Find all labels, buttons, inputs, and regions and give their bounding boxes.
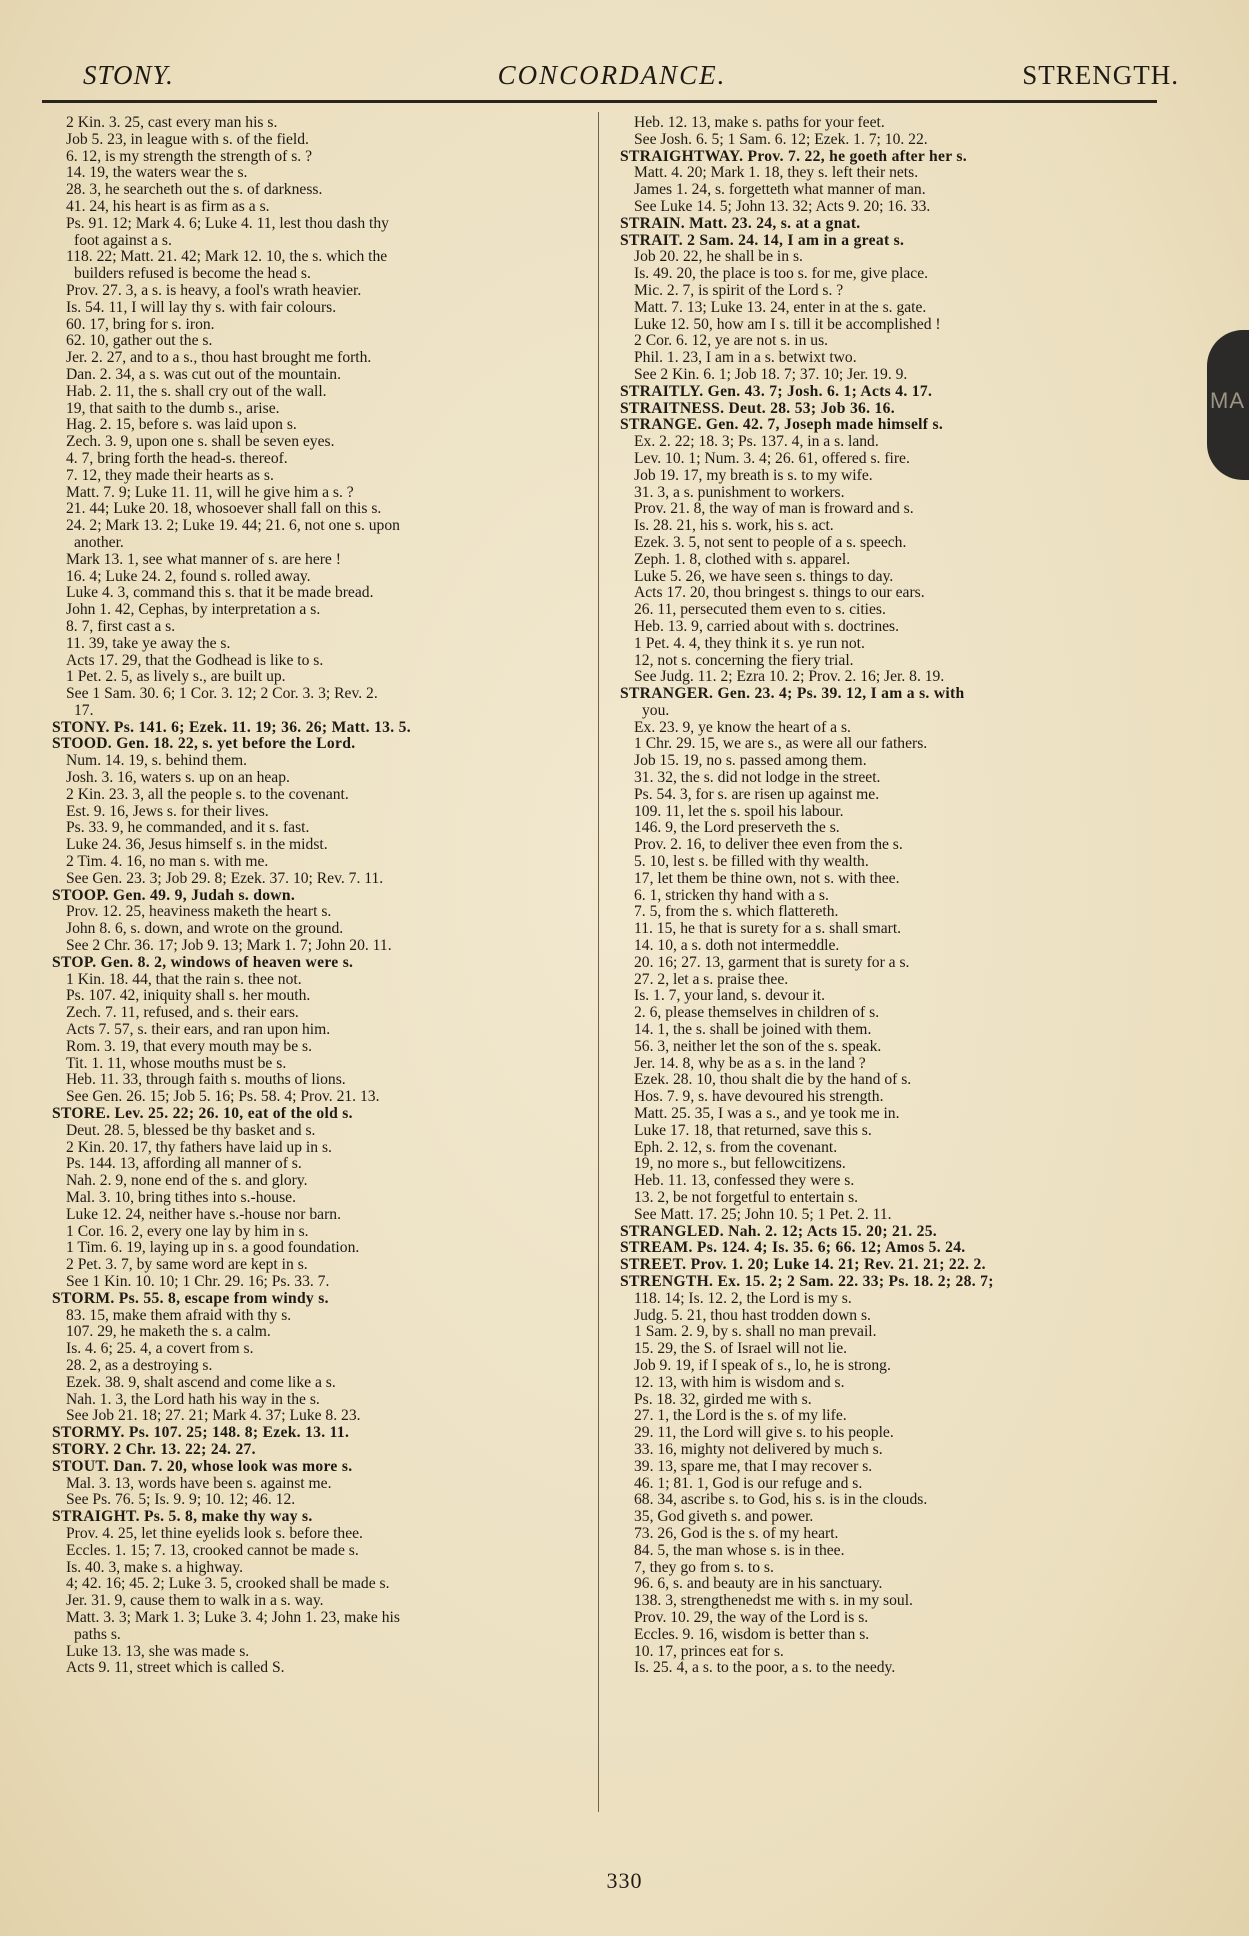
reference-line: 12. 13, with him is wisdom and s. <box>634 1374 845 1391</box>
reference-line: Mal. 3. 13, words have been s. against me. <box>66 1475 332 1492</box>
reference-line: Ex. 23. 9, ye know the heart of a s. <box>634 719 851 736</box>
thumb-index-label: MA <box>1210 388 1245 413</box>
reference-line: 1 Chr. 29. 15, we are s., as were all our fathers. <box>634 736 928 753</box>
reference-line: Nah. 2. 9, none end of the s. and glory. <box>66 1173 308 1190</box>
reference-line: 14. 19, the waters wear the s. <box>66 165 248 182</box>
reference-line: Eph. 2. 12, s. from the covenant. <box>634 1139 838 1156</box>
reference-line: See 1 Kin. 10. 10; 1 Chr. 29. 16; Ps. 33. 7. <box>66 1273 330 1290</box>
reference-line: Ps. 33. 9, he commanded, and it s. fast. <box>66 820 310 837</box>
reference-line: Is. 49. 20, the place is too s. for me, give place. <box>634 266 929 283</box>
reference-line: Luke 12. 24, neither have s.-house nor barn. <box>66 1206 341 1223</box>
reference-line: 21. 44; Luke 20. 18, whosoever shall fall on this s. <box>66 501 382 518</box>
reference-line: Zech. 7. 11, refused, and s. their ears. <box>66 1005 299 1022</box>
headword-entry: STORMY. Ps. 107. 25; 148. 8; Ezek. 13. 11. <box>52 1425 350 1442</box>
reference-line: See Josh. 6. 5; 1 Sam. 6. 12; Ezek. 1. 7; 10. 22. <box>634 131 928 148</box>
headword-entry: STOOD. Gen. 18. 22, s. yet before the Lord. <box>52 736 356 753</box>
reference-line: 60. 17, bring for s. iron. <box>66 316 215 333</box>
reference-line: 17, let them be thine own, not s. with thee. <box>634 870 900 887</box>
reference-line: 39. 13, spare me, that I may recover s. <box>634 1458 873 1475</box>
reference-line: 73. 26, God is the s. of my heart. <box>634 1525 839 1542</box>
reference-line: Prov. 2. 16, to deliver thee even from the s. <box>634 837 903 854</box>
reference-line: 24. 2; Mark 13. 2; Luke 19. 44; 21. 6, not one s. upon <box>66 518 400 535</box>
reference-line: Tit. 1. 11, whose mouths must be s. <box>66 1055 287 1072</box>
reference-line: Is. 4. 6; 25. 4, a covert from s. <box>66 1341 254 1358</box>
headword-entry: STORY. 2 Chr. 13. 22; 24. 27. <box>52 1441 256 1458</box>
reference-line: 15. 29, the S. of Israel will not lie. <box>634 1341 848 1358</box>
reference-line: Zeph. 1. 8, clothed with s. apparel. <box>634 551 851 568</box>
reference-line: Ps. 107. 42, iniquity shall s. her mouth. <box>66 988 311 1005</box>
reference-line: Acts 7. 57, s. their ears, and ran upon him. <box>66 1022 331 1039</box>
reference-line: Ps. 54. 3, for s. are risen up against me. <box>634 786 880 803</box>
reference-line: Mark 13. 1, see what manner of s. are here ! <box>66 551 341 568</box>
reference-line: 31. 32, the s. did not lodge in the street. <box>634 770 881 787</box>
reference-line: Is. 25. 4, a s. to the poor, a s. to the needy. <box>634 1660 896 1677</box>
reference-line: 35, God giveth s. and power. <box>634 1509 814 1526</box>
reference-line: Matt. 3. 3; Mark 1. 3; Luke 3. 4; John 1. 23, make his <box>66 1609 400 1626</box>
reference-line: 2 Cor. 6. 12, ye are not s. in us. <box>634 333 829 350</box>
reference-line: 27. 2, let a s. praise thee. <box>634 971 789 988</box>
reference-line: Heb. 13. 9, carried about with s. doctrines. <box>634 618 900 635</box>
headword-entry: STOOP. Gen. 49. 9, Judah s. down. <box>52 887 296 904</box>
headword-entry: STRAIT. 2 Sam. 24. 14, I am in a great s. <box>620 232 905 249</box>
reference-line: Prov. 4. 25, let thine eyelids look s. before thee. <box>66 1525 363 1542</box>
reference-line: Hag. 2. 15, before s. was laid upon s. <box>66 417 297 434</box>
reference-line: you. <box>642 702 670 719</box>
reference-line: 2 Kin. 23. 3, all the people s. to the covenant. <box>66 786 349 803</box>
reference-line: 10. 17, princes eat for s. <box>634 1643 784 1660</box>
headword-entry: STOP. Gen. 8. 2, windows of heaven were s. <box>52 954 354 971</box>
reference-line: 7. 12, they made their hearts as s. <box>66 467 274 484</box>
reference-line: 12, not s. concerning the fiery trial. <box>634 652 854 669</box>
reference-line: 138. 3, strengthenedst me with s. in my soul. <box>634 1593 913 1610</box>
headword-entry: STRANGER. Gen. 23. 4; Ps. 39. 12, I am a s. with <box>620 686 965 703</box>
reference-line: Matt. 7. 13; Luke 13. 24, enter in at the s. gate. <box>634 299 927 316</box>
reference-line: 2 Pet. 3. 7, by same word are kept in s. <box>66 1257 308 1274</box>
reference-line: 33. 16, mighty not delivered by much s. <box>634 1441 883 1458</box>
reference-line: Ezek. 38. 9, shalt ascend and come like a s. <box>66 1374 336 1391</box>
headword-entry: STRANGLED. Nah. 2. 12; Acts 15. 20; 21. 25. <box>620 1223 937 1240</box>
reference-line: Heb. 11. 13, confessed they were s. <box>634 1173 855 1190</box>
reference-line: 118. 14; Is. 12. 2, the Lord is my s. <box>634 1290 852 1307</box>
reference-line: 84. 5, the man whose s. is in thee. <box>634 1542 845 1559</box>
reference-line: John 1. 42, Cephas, by interpretation a s. <box>66 602 321 619</box>
reference-line: 7, they go from s. to s. <box>634 1559 774 1576</box>
reference-line: builders refused is become the head s. <box>74 266 311 283</box>
reference-line: Is. 1. 7, your land, s. devour it. <box>634 988 826 1005</box>
reference-line: John 8. 6, s. down, and wrote on the ground. <box>66 921 344 938</box>
reference-line: Josh. 3. 16, waters s. up on an heap. <box>66 770 290 787</box>
headword-entry: STONY. Ps. 141. 6; Ezek. 11. 19; 36. 26; Matt. 13. 5. <box>52 719 411 736</box>
reference-line: Hos. 7. 9, s. have devoured his strength. <box>634 1089 884 1106</box>
reference-line: 26. 11, persecuted them even to s. cities. <box>634 602 886 619</box>
reference-line: 2 Kin. 3. 25, cast every man his s. <box>66 115 278 131</box>
reference-line: 68. 34, ascribe s. to God, his s. is in the clouds. <box>634 1492 928 1509</box>
reference-line: See Luke 14. 5; John 13. 32; Acts 9. 20; 16. 33. <box>634 198 931 215</box>
reference-line: 1 Kin. 18. 44, that the rain s. thee not. <box>66 971 302 988</box>
reference-line: Dan. 2. 34, a s. was cut out of the mountain. <box>66 366 342 383</box>
reference-line: Est. 9. 16, Jews s. for their lives. <box>66 803 269 820</box>
reference-line: 4; 42. 16; 45. 2; Luke 3. 5, crooked shall be made s. <box>66 1576 390 1593</box>
reference-line: Prov. 12. 25, heaviness maketh the heart s. <box>66 904 332 921</box>
page-header <box>45 58 1179 98</box>
reference-line: 17. <box>74 702 94 719</box>
reference-line: 16. 4; Luke 24. 2, found s. rolled away. <box>66 568 311 585</box>
reference-line: Ezek. 3. 5, not sent to people of a s. speech. <box>634 534 907 551</box>
reference-line: Jer. 14. 8, why be as a s. in the land ? <box>634 1055 866 1072</box>
reference-line: 13. 2, be not forgetful to entertain s. <box>634 1190 859 1206</box>
reference-line: 6. 12, is my strength the strength of s. ? <box>66 148 313 165</box>
reference-line: Luke 24. 36, Jesus himself s. in the midst. <box>66 837 328 854</box>
headword-entry: STOUT. Dan. 7. 20, whose look was more s. <box>52 1458 353 1475</box>
reference-line: Acts 17. 20, thou bringest s. things to our ears. <box>634 585 925 602</box>
reference-line: 27. 1, the Lord is the s. of my life. <box>634 1408 847 1425</box>
reference-line: Lev. 10. 1; Num. 3. 4; 26. 61, offered s. fire. <box>634 450 910 467</box>
reference-line: Num. 14. 19, s. behind them. <box>66 753 248 770</box>
reference-line: Is. 40. 3, make s. a highway. <box>66 1559 243 1576</box>
page-number: 330 <box>606 1868 643 1893</box>
reference-line: 118. 22; Matt. 21. 42; Mark 12. 10, the s. which the <box>66 249 388 266</box>
reference-line: Ps. 144. 13, affording all manner of s. <box>66 1156 302 1173</box>
reference-line: 56. 3, neither let the son of the s. speak. <box>634 1038 882 1055</box>
reference-line: 6. 1, stricken thy hand with a s. <box>634 887 829 904</box>
reference-line: 109. 11, let the s. spoil his labour. <box>634 803 844 820</box>
headword-entry: STRAITNESS. Deut. 28. 53; Job 36. 16. <box>620 400 895 417</box>
reference-line: 2. 6, please themselves in children of s. <box>634 1005 880 1022</box>
reference-line: 2 Tim. 4. 16, no man s. with me. <box>66 854 269 871</box>
header-rule <box>42 100 1157 103</box>
reference-line: James 1. 24, s. forgetteth what manner of man. <box>634 182 926 199</box>
reference-line: Prov. 27. 3, a s. is heavy, a fool's wrath heavier. <box>66 282 362 299</box>
reference-line: Ps. 91. 12; Mark 4. 6; Luke 4. 11, lest thou dash thy <box>66 215 389 232</box>
reference-line: Deut. 28. 5, blessed be thy basket and s. <box>66 1122 316 1139</box>
reference-line: Ps. 18. 32, girded me with s. <box>634 1391 812 1408</box>
reference-line: Ex. 2. 22; 18. 3; Ps. 137. 4, in a s. land. <box>634 434 879 451</box>
reference-line: 83. 15, make them afraid with thy s. <box>66 1307 292 1324</box>
reference-line: Rom. 3. 19, that every mouth may be s. <box>66 1038 312 1055</box>
reference-line: 1 Cor. 16. 2, every one lay by him in s. <box>66 1223 309 1240</box>
reference-line: 1 Pet. 2. 5, as lively s., are built up. <box>66 669 286 686</box>
reference-line: 11. 39, take ye away the s. <box>66 635 231 652</box>
headword-entry: STRAITLY. Gen. 43. 7; Josh. 6. 1; Acts 4. 17. <box>620 383 933 400</box>
reference-line: Luke 4. 3, command this s. that it be made bread. <box>66 585 374 602</box>
right-column <box>620 115 1158 1677</box>
header-title: CONCORDANCE. <box>497 60 727 90</box>
reference-line: Heb. 12. 13, make s. paths for your feet. <box>634 115 885 131</box>
reference-line: 14. 1, the s. shall be joined with them. <box>634 1022 872 1039</box>
reference-line: 29. 11, the Lord will give s. to his people. <box>634 1425 894 1442</box>
reference-line: 62. 10, gather out the s. <box>66 333 213 350</box>
reference-line: 46. 1; 81. 1, God is our refuge and s. <box>634 1475 863 1492</box>
reference-line: Nah. 1. 3, the Lord hath his way in the s. <box>66 1391 320 1408</box>
headword-entry: STREET. Prov. 1. 20; Luke 14. 21; Rev. 21. 21; 22. 2. <box>620 1257 986 1274</box>
reference-line: 146. 9, the Lord preserveth the s. <box>634 820 840 837</box>
reference-line: Mic. 2. 7, is spirit of the Lord s. ? <box>634 282 844 299</box>
reference-line: Judg. 5. 21, thou hast trodden down s. <box>634 1307 871 1324</box>
reference-line: 14. 10, a s. doth not intermeddle. <box>634 938 840 955</box>
reference-line: 96. 6, s. and beauty are in his sanctuary. <box>634 1576 883 1593</box>
reference-line: 28. 2, as a destroying s. <box>66 1357 213 1374</box>
reference-line: Eccles. 1. 15; 7. 13, crooked cannot be made s. <box>66 1542 359 1559</box>
headword-entry: STORE. Lev. 25. 22; 26. 10, eat of the old s. <box>52 1106 353 1123</box>
reference-line: Acts 17. 29, that the Godhead is like to s. <box>66 652 324 669</box>
reference-line: Job 20. 22, he shall be in s. <box>634 249 803 266</box>
reference-line: See Judg. 11. 2; Ezra 10. 2; Prov. 2. 16; Jer. 8. 19. <box>634 669 945 686</box>
reference-line: 20. 16; 27. 13, garment that is surety for a s. <box>634 954 910 971</box>
reference-line: 1 Sam. 2. 9, by s. shall no man prevail. <box>634 1324 877 1341</box>
reference-line: 5. 10, lest s. be filled with thy wealth. <box>634 854 869 871</box>
reference-line: paths s. <box>74 1626 121 1643</box>
reference-line: Job 15. 19, no s. passed among them. <box>634 753 867 770</box>
reference-line: See Gen. 26. 15; Job 5. 16; Ps. 58. 4; Prov. 21. 13. <box>66 1089 380 1106</box>
reference-line: foot against a s. <box>74 232 172 249</box>
reference-line: 19, no more s., but fellowcitizens. <box>634 1156 846 1173</box>
reference-line: another. <box>74 534 124 551</box>
reference-line: Job 5. 23, in league with s. of the field. <box>66 131 309 148</box>
left-column <box>52 115 580 1677</box>
reference-line: Phil. 1. 23, I am in a s. betwixt two. <box>634 350 857 367</box>
header-first-word: STONY. <box>83 60 174 90</box>
reference-line: Job 19. 17, my breath is s. to my wife. <box>634 467 873 484</box>
reference-line: 1 Tim. 6. 19, laying up in s. a good foundation. <box>66 1240 360 1257</box>
reference-line: See 2 Chr. 36. 17; Job 9. 13; Mark 1. 7; John 20. 11. <box>66 938 392 955</box>
reference-line: Is. 54. 11, I will lay thy s. with fair colours. <box>66 299 337 316</box>
reference-line: Ezek. 28. 10, thou shalt die by the hand of s. <box>634 1072 912 1089</box>
reference-line: 28. 3, he searcheth out the s. of darkness. <box>66 182 323 199</box>
column-divider <box>598 112 599 1812</box>
headword-entry: STRAIGHTWAY. Prov. 7. 22, he goeth after her s. <box>620 148 967 165</box>
reference-line: Prov. 10. 29, the way of the Lord is s. <box>634 1609 869 1626</box>
reference-line: Matt. 7. 9; Luke 11. 11, will he give him a s. ? <box>66 484 354 501</box>
reference-line: Eccles. 9. 16, wisdom is better than s. <box>634 1626 870 1643</box>
reference-line: Job 9. 19, if I speak of s., lo, he is strong. <box>634 1357 891 1374</box>
headword-entry: STRAIGHT. Ps. 5. 8, make thy way s. <box>52 1509 313 1526</box>
reference-line: Jer. 2. 27, and to a s., thou hast brought me forth. <box>66 350 372 367</box>
reference-line: Prov. 21. 8, the way of man is froward and s. <box>634 501 914 518</box>
reference-line: Is. 28. 21, his s. work, his s. act. <box>634 518 834 535</box>
reference-line: Acts 9. 11, street which is called S. <box>66 1660 285 1677</box>
headword-entry: STRANGE. Gen. 42. 7, Joseph made himself s. <box>620 417 944 434</box>
reference-line: Luke 13. 13, she was made s. <box>66 1643 250 1660</box>
reference-line: Matt. 4. 20; Mark 1. 18, they s. left their nets. <box>634 165 919 182</box>
reference-line: 2 Kin. 20. 17, thy fathers have laid up in s. <box>66 1139 332 1156</box>
reference-line: Jer. 31. 9, cause them to walk in a s. way. <box>66 1593 324 1610</box>
reference-line: Mal. 3. 10, bring tithes into s.-house. <box>66 1190 296 1206</box>
reference-line: Luke 5. 26, we have seen s. things to day. <box>634 568 894 585</box>
reference-line: 1 Pet. 4. 4, they think it s. ye run not. <box>634 635 865 652</box>
reference-line: Luke 17. 18, that returned, save this s. <box>634 1122 872 1139</box>
reference-line: Hab. 2. 11, the s. shall cry out of the wall. <box>66 383 327 400</box>
reference-line: 107. 29, he maketh the s. a calm. <box>66 1324 271 1341</box>
reference-line: 11. 15, he that is surety for a s. shall smart. <box>634 921 902 938</box>
headword-entry: STRAIN. Matt. 23. 24, s. at a gnat. <box>620 215 861 232</box>
reference-line: 19, that saith to the dumb s., arise. <box>66 400 280 417</box>
reference-line: See Job 21. 18; 27. 21; Mark 4. 37; Luke 8. 23. <box>66 1408 361 1425</box>
reference-line: 41. 24, his heart is as firm as a s. <box>66 198 270 215</box>
headword-entry: STREAM. Ps. 124. 4; Is. 35. 6; 66. 12; Amos 5. 24. <box>620 1240 966 1257</box>
reference-line: Zech. 3. 9, upon one s. shall be seven eyes. <box>66 434 335 451</box>
reference-line: See 1 Sam. 30. 6; 1 Cor. 3. 12; 2 Cor. 3. 3; Rev. 2. <box>66 686 378 703</box>
header-last-word: STRENGTH. <box>1022 60 1179 90</box>
reference-line: Matt. 25. 35, I was a s., and ye took me in. <box>634 1106 900 1123</box>
reference-line: See Matt. 17. 25; John 10. 5; 1 Pet. 2. 11. <box>634 1206 892 1223</box>
reference-line: Heb. 11. 33, through faith s. mouths of lions. <box>66 1072 346 1089</box>
headword-entry: STORM. Ps. 55. 8, escape from windy s. <box>52 1290 329 1307</box>
reference-line: 31. 3, a s. punishment to workers. <box>634 484 845 501</box>
reference-line: See Gen. 23. 3; Job 29. 8; Ezek. 37. 10; Rev. 7. 11. <box>66 870 384 887</box>
headword-entry: STRENGTH. Ex. 15. 2; 2 Sam. 22. 33; Ps. 18. 2; 28. 7; <box>620 1273 994 1290</box>
reference-line: Luke 12. 50, how am I s. till it be accomplished ! <box>634 316 941 333</box>
reference-line: 8. 7, first cast a s. <box>66 618 176 635</box>
reference-line: See Ps. 76. 5; Is. 9. 9; 10. 12; 46. 12. <box>66 1492 296 1509</box>
reference-line: 7. 5, from the s. which flattereth. <box>634 904 839 921</box>
reference-line: See 2 Kin. 6. 1; Job 18. 7; 37. 10; Jer. 19. 9. <box>634 366 908 383</box>
reference-line: 4. 7, bring forth the head-s. thereof. <box>66 450 288 467</box>
